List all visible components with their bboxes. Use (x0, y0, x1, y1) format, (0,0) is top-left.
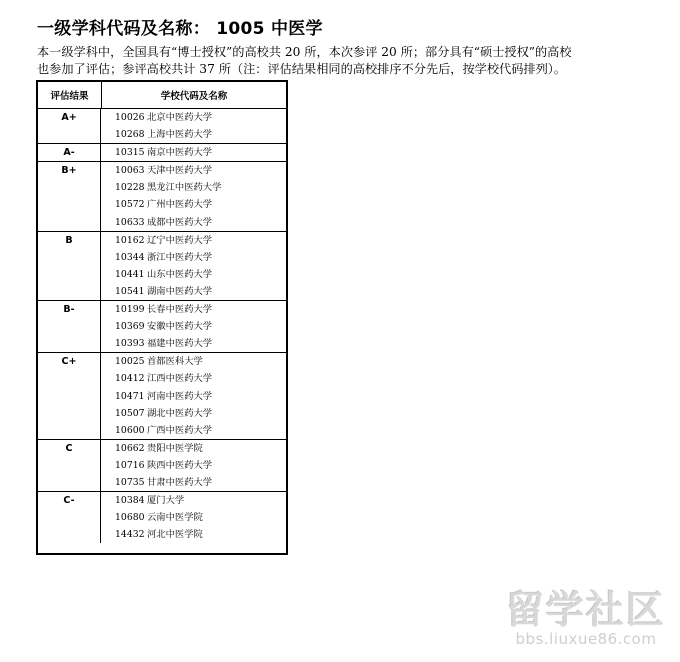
school-code: 10228 (115, 182, 145, 194)
school-code: 10162 (115, 234, 145, 246)
school-name: 贵阳中医学院 (147, 442, 203, 454)
school-code: 10680 (115, 512, 145, 524)
school-list (101, 492, 286, 543)
school-name: 厦门大学 (147, 495, 185, 507)
school-name: 河南中医药大学 (147, 390, 213, 402)
school-code: 10412 (115, 373, 145, 385)
school-name: 辽宁中医药大学 (147, 234, 213, 246)
school-name: 安徽中医药大学 (147, 321, 213, 333)
school-name: 甘肃中医药大学 (147, 476, 213, 488)
school-row (115, 440, 286, 457)
school-code: 10633 (115, 216, 145, 228)
school-code: 10572 (115, 199, 145, 211)
school-name: 福建中医药大学 (147, 338, 213, 350)
intro-paragraph (37, 44, 647, 78)
school-name: 河北中医学院 (147, 529, 203, 541)
school-row (115, 405, 286, 422)
school-name: 山东中医药大学 (147, 268, 213, 280)
school-code: 10384 (115, 495, 145, 507)
school-code: 10735 (115, 476, 145, 488)
school-name: 南京中医药大学 (147, 147, 213, 159)
school-row (115, 457, 286, 474)
school-row (115, 196, 286, 213)
school-name: 首都医科大学 (147, 356, 203, 368)
school-row (115, 249, 286, 266)
school-name: 成都中医药大学 (147, 216, 213, 228)
school-row (115, 232, 286, 249)
school-name: 云南中医学院 (147, 512, 203, 524)
table-body (38, 109, 286, 543)
school-row (115, 492, 286, 509)
grade-label: B (38, 232, 101, 300)
school-list (101, 440, 286, 491)
school-row (115, 474, 286, 491)
school-name: 黑龙江中医药大学 (147, 182, 222, 194)
school-row (115, 162, 286, 179)
school-code: 10315 (115, 147, 145, 159)
watermark (506, 590, 666, 648)
school-row (115, 109, 286, 126)
school-code: 10063 (115, 165, 145, 177)
school-name: 湖南中医药大学 (147, 285, 213, 297)
school-code: 10199 (115, 304, 145, 316)
school-code: 10471 (115, 390, 145, 402)
school-code: 10716 (115, 459, 145, 471)
school-list (101, 232, 286, 300)
school-code: 10025 (115, 356, 145, 368)
school-name: 天津中医药大学 (147, 165, 213, 177)
school-code: 10369 (115, 321, 145, 333)
school-name: 广州中医药大学 (147, 199, 213, 211)
school-code: 10541 (115, 285, 145, 297)
school-name: 上海中医药大学 (147, 129, 213, 141)
grade-group (38, 143, 286, 161)
school-row (115, 214, 286, 231)
school-row (115, 283, 286, 300)
header-grade: 评估结果 (38, 82, 102, 108)
school-row (115, 526, 286, 543)
grade-group (38, 161, 286, 230)
school-list (101, 162, 286, 230)
grade-group (38, 109, 286, 143)
school-row (115, 179, 286, 196)
school-code: 10026 (115, 112, 145, 123)
page-title: 一级学科代码及名称： 1005 中医学 (37, 19, 323, 39)
school-row (115, 509, 286, 526)
intro-line-2: 也参加了评估；参评高校共计 37 所（注：评估结果相同的高校排序不分先后，按学校代码排列）。 (37, 62, 567, 76)
school-code: 10393 (115, 338, 145, 350)
school-code: 14432 (115, 529, 145, 541)
school-code: 10268 (115, 129, 145, 141)
school-code: 10441 (115, 268, 145, 280)
grade-group (38, 439, 286, 491)
school-list (101, 301, 286, 352)
header-schools: 学校代码及名称 (160, 91, 228, 102)
school-name: 浙江中医药大学 (147, 251, 213, 263)
grade-label: C- (38, 492, 101, 543)
school-name: 陕西中医药大学 (147, 459, 213, 471)
school-row (115, 422, 286, 439)
school-row (115, 144, 286, 161)
grade-group (38, 352, 286, 438)
school-row (115, 335, 286, 352)
intro-line-1: 本一级学科中，全国具有“博士授权”的高校共 20 所，本次参评 20 所；部分具有“硕士授权”的高校 (37, 45, 572, 59)
school-row (115, 388, 286, 405)
school-row (115, 301, 286, 318)
table-header (38, 82, 286, 109)
school-row (115, 318, 286, 335)
grade-label: A- (38, 144, 101, 161)
grade-group (38, 300, 286, 352)
school-name: 广西中医药大学 (147, 424, 213, 436)
school-row (115, 370, 286, 387)
grade-label: B+ (38, 162, 101, 230)
grade-label: B- (38, 301, 101, 352)
grade-label: A+ (38, 109, 101, 143)
watermark-domain: bbs.liuxue86.com (515, 630, 657, 648)
ranking-table (36, 80, 288, 555)
school-code: 10600 (115, 424, 145, 436)
watermark-logo: 留学社区 (505, 588, 666, 632)
school-name: 江西中医药大学 (147, 373, 213, 385)
grade-group (38, 231, 286, 300)
table-bottom-space (38, 543, 286, 553)
school-code: 10344 (115, 251, 145, 263)
school-name: 长春中医药大学 (147, 304, 213, 316)
school-row (115, 353, 286, 370)
school-code: 10507 (115, 407, 145, 419)
school-row (115, 266, 286, 283)
school-list (101, 109, 286, 143)
school-name: 湖北中医药大学 (147, 407, 213, 419)
school-list (101, 144, 286, 161)
school-code: 10662 (115, 442, 145, 454)
grade-label: C (38, 440, 101, 491)
school-list (101, 353, 286, 438)
school-row (115, 126, 286, 143)
grade-group (38, 491, 286, 543)
school-name: 北京中医药大学 (147, 112, 213, 123)
grade-label: C+ (38, 353, 101, 438)
